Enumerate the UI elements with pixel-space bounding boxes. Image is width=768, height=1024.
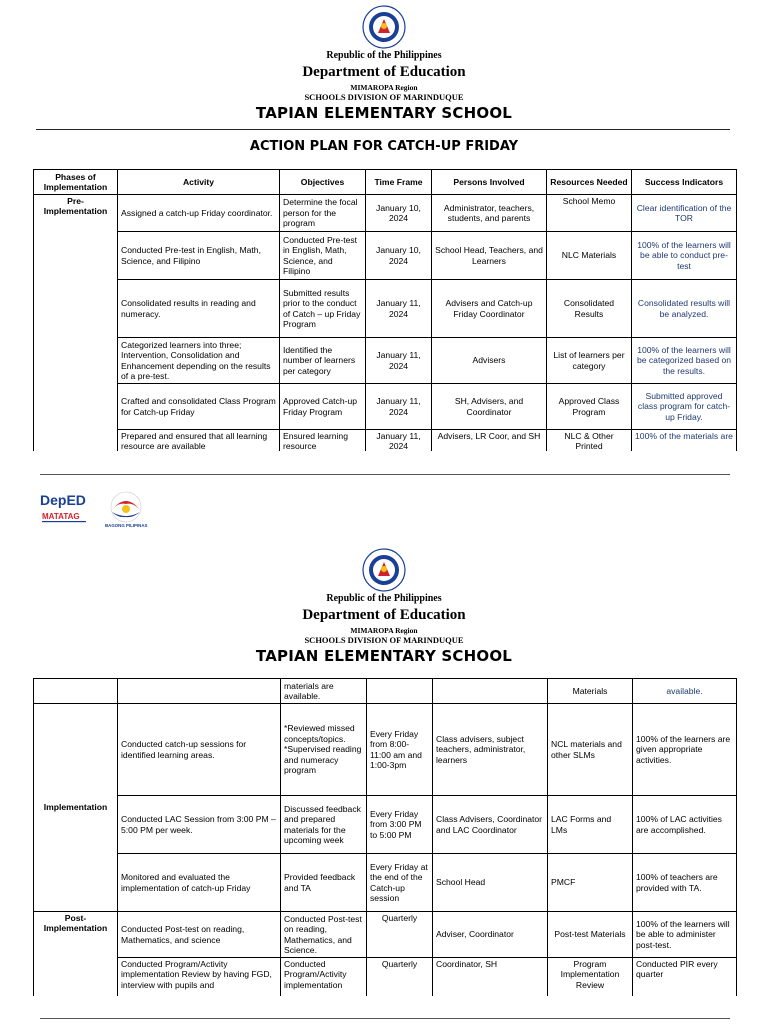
action-plan-table-page1	[33, 169, 737, 451]
deped-seal-icon	[362, 5, 406, 49]
time-cell: Every Friday from 8:00-11:00 am and 1:00-3pm	[367, 704, 433, 796]
resources-cell: LAC Forms and LMs	[548, 796, 633, 854]
indicators-cell: Clear identification of the TOR	[632, 195, 737, 232]
table-row	[34, 430, 737, 452]
resources-cell: List of learners per category	[547, 338, 632, 384]
indicators-cell: 100% of teachers are provided with TA.	[633, 854, 737, 912]
col-persons: Persons Involved	[432, 170, 547, 195]
indicators-cell: 100% of the learners are given appropriate activities.	[633, 704, 737, 796]
objectives-cell: *Reviewed missed concepts/topics. *Supervised reading and numeracy program	[281, 704, 367, 796]
school-name: TAPIAN ELEMENTARY SCHOOL	[255, 104, 513, 122]
activity-cell: Conducted Post-test on reading, Mathematics, and science	[118, 912, 281, 958]
division-label: SCHOOLS DIVISION OF MARINDUQUE	[304, 92, 464, 102]
deped-matatag-logo-icon	[38, 490, 168, 530]
time-cell: Quarterly	[367, 958, 433, 997]
persons-cell: School Head, Teachers, and Learners	[432, 232, 547, 280]
phase-cell: Pre-Implementation	[34, 195, 118, 452]
region-label: MIMAROPA Region	[350, 83, 418, 92]
phase-cell: Post-Implementation	[34, 912, 118, 997]
activity-cell	[118, 679, 281, 704]
table-row	[34, 232, 737, 280]
objectives-cell: Conducted Pre-test in English, Math, Science, and Filipino	[280, 232, 366, 280]
department-label: Department of Education	[302, 607, 466, 623]
activity-cell: Crafted and consolidated Class Program for Catch-up Friday	[118, 384, 280, 430]
resources-cell: NLC & Other Printed	[547, 430, 632, 452]
header-divider	[36, 129, 730, 130]
table-row	[34, 796, 737, 854]
objectives-cell: Provided feedback and TA	[281, 854, 367, 912]
objectives-cell: Ensured learning resource	[280, 430, 366, 452]
objectives-cell: Approved Catch-up Friday Program	[280, 384, 366, 430]
page-break-rule	[40, 474, 730, 475]
indicators-cell: Conducted PIR every quarter	[633, 958, 737, 997]
footer-logos	[38, 490, 168, 530]
objectives-cell: Conducted Program/Activity implementation	[281, 958, 367, 997]
division-label: SCHOOLS DIVISION OF MARINDUQUE	[304, 635, 464, 645]
page-break-rule	[40, 1018, 730, 1019]
persons-cell: Advisers	[432, 338, 547, 384]
department-label: Department of Education	[302, 64, 466, 80]
table-row	[34, 704, 737, 796]
col-phase: Phases of Implementation	[34, 170, 118, 195]
persons-cell: Class advisers, subject teachers, administrator, learners	[433, 704, 548, 796]
activity-cell: Assigned a catch-up Friday coordinator.	[118, 195, 280, 232]
phase-cell	[34, 679, 118, 704]
time-cell: Every Friday at the end of the Catch-up session	[367, 854, 433, 912]
time-cell: January 11, 2024	[366, 384, 432, 430]
deped-wordmark: DepED	[40, 492, 86, 508]
objectives-cell: Determine the focal person for the program	[280, 195, 366, 232]
table-row	[34, 338, 737, 384]
persons-cell: School Head	[433, 854, 548, 912]
table-row	[34, 195, 737, 232]
col-time-frame: Time Frame	[366, 170, 432, 195]
activity-cell: Prepared and ensured that all learning resource are available	[118, 430, 280, 452]
action-plan-table-page2	[33, 678, 737, 996]
republic-label: Republic of the Philippines	[326, 593, 442, 604]
persons-cell: Coordinator, SH	[433, 958, 548, 997]
resources-cell: Materials	[548, 679, 633, 704]
persons-cell: SH, Advisers, and Coordinator	[432, 384, 547, 430]
resources-cell: NCL materials and other SLMs	[548, 704, 633, 796]
resources-cell: Approved Class Program	[547, 384, 632, 430]
indicators-cell: Consolidated results will be analyzed.	[632, 280, 737, 338]
persons-cell: Adviser, Coordinator	[433, 912, 548, 958]
resources-cell: Consolidated Results	[547, 280, 632, 338]
col-resources: Resources Needed	[547, 170, 632, 195]
objectives-cell: Discussed feedback and prepared materials for the upcoming week	[281, 796, 367, 854]
objectives-cell: Conducted Post-test on reading, Mathematics, and Science.	[281, 912, 367, 958]
objectives-cell: materials are available.	[281, 679, 367, 704]
bagong-pilipinas-wordmark: BAGONG PILIPINAS	[105, 523, 148, 528]
deped-seal-icon	[362, 548, 406, 592]
table-row	[34, 958, 737, 997]
indicators-cell: 100% of the learners will be able to conduct pre-test	[632, 232, 737, 280]
indicators-cell: 100% of the materials are	[632, 430, 737, 452]
indicators-cell: 100% of LAC activities are accomplished.	[633, 796, 737, 854]
resources-cell: NLC Materials	[547, 232, 632, 280]
col-indicators: Success Indicators	[632, 170, 737, 195]
persons-cell: Advisers, LR Coor, and SH	[432, 430, 547, 452]
persons-cell: Administrator, teachers, students, and parents	[432, 195, 547, 232]
table-row	[34, 912, 737, 958]
persons-cell	[433, 679, 548, 704]
activity-cell: Categorized learners into three; Intervention, Consolidation and Enhancement depending on the results of a pre-test.	[118, 338, 280, 384]
indicators-cell: Submitted approved class program for catch-up Friday.	[632, 384, 737, 430]
region-label: MIMAROPA Region	[350, 626, 418, 635]
matatag-wordmark: MATATAG	[42, 512, 80, 521]
col-activity: Activity	[118, 170, 280, 195]
time-cell: Every Friday from 3:00 PM to 5:00 PM	[367, 796, 433, 854]
time-cell: Quarterly	[367, 912, 433, 958]
time-cell: January 11, 2024	[366, 280, 432, 338]
indicators-cell: 100% of the learners will be categorized based on the results.	[632, 338, 737, 384]
time-cell: January 10, 2024	[366, 232, 432, 280]
table-row	[34, 384, 737, 430]
activity-cell: Conducted Program/Activity implementation Review by having FGD, interview with pupils and	[118, 958, 281, 997]
school-name: TAPIAN ELEMENTARY SCHOOL	[255, 647, 513, 665]
activity-cell: Conducted Pre-test in English, Math, Science, and Filipino	[118, 232, 280, 280]
objectives-cell: Identified the number of learners per category	[280, 338, 366, 384]
indicators-cell: 100% of the learners will be able to administer post-test.	[633, 912, 737, 958]
resources-cell: Program Implementation Review	[548, 958, 633, 997]
persons-cell: Advisers and Catch-up Friday Coordinator	[432, 280, 547, 338]
time-cell: January 11, 2024	[366, 430, 432, 452]
indicators-cell: available.	[633, 679, 737, 704]
table-row	[34, 280, 737, 338]
table-row	[34, 854, 737, 912]
objectives-cell: Submitted results prior to the conduct of Catch – up Friday Program	[280, 280, 366, 338]
time-cell: January 10, 2024	[366, 195, 432, 232]
activity-cell: Monitored and evaluated the implementation of catch-up Friday	[118, 854, 281, 912]
table-row	[34, 679, 737, 704]
time-cell: January 11, 2024	[366, 338, 432, 384]
resources-cell: School Memo	[547, 195, 632, 232]
persons-cell: Class Advisers, Coordinator and LAC Coordinator	[433, 796, 548, 854]
resources-cell: PMCF	[548, 854, 633, 912]
activity-cell: Conducted LAC Session from 3:00 PM – 5:00 PM per week.	[118, 796, 281, 854]
time-cell	[367, 679, 433, 704]
resources-cell: Post-test Materials	[548, 912, 633, 958]
activity-cell: Consolidated results in reading and numeracy.	[118, 280, 280, 338]
col-objectives: Objectives	[280, 170, 366, 195]
plan-title: ACTION PLAN FOR CATCH-UP FRIDAY	[249, 139, 519, 154]
republic-label: Republic of the Philippines	[326, 50, 442, 61]
activity-cell: Conducted catch-up sessions for identified learning areas.	[118, 704, 281, 796]
phase-cell: Implementation	[34, 704, 118, 912]
